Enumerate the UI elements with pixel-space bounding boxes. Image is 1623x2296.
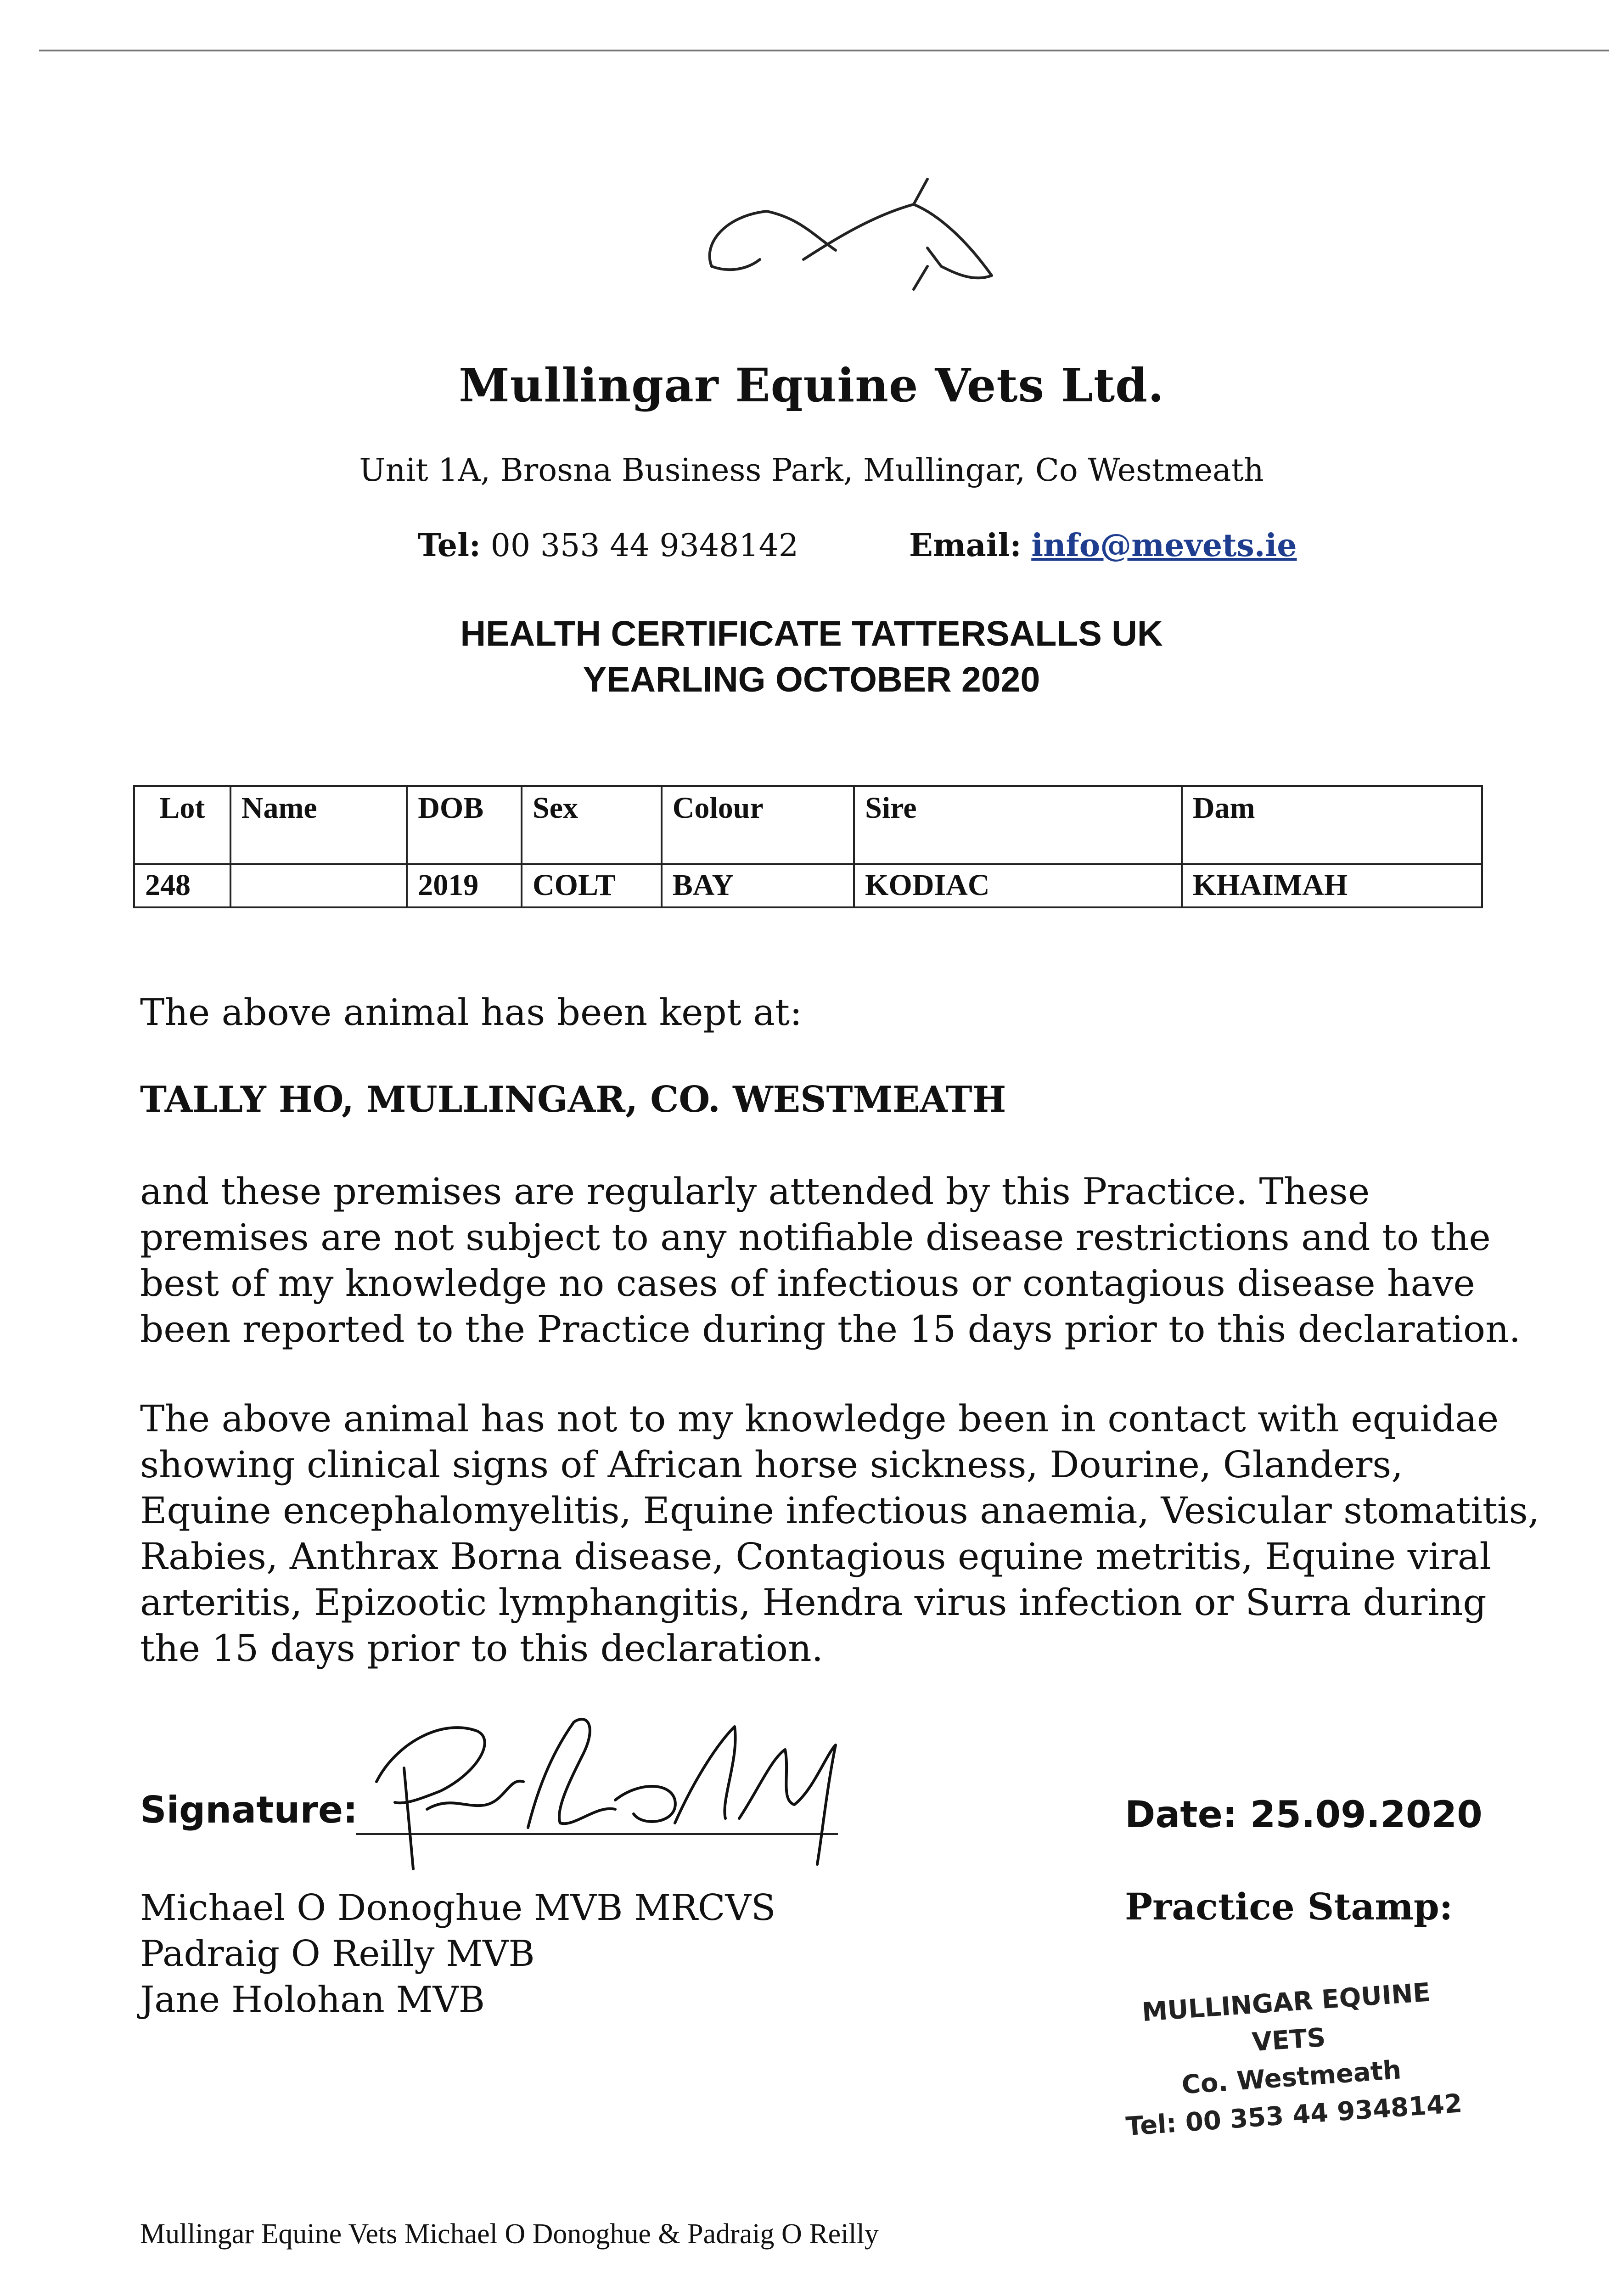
cell-colour: BAY [662, 864, 854, 907]
cell-lot: 248 [134, 864, 230, 907]
cell-dob: 2019 [407, 864, 522, 907]
practice-stamp-label: Practice Stamp: [1125, 1885, 1453, 1928]
top-divider [39, 50, 1609, 51]
header-sire: Sire [854, 786, 1182, 864]
certificate-date: Date: 25.09.2020 [1125, 1793, 1483, 1836]
horse-details-table [133, 785, 1483, 908]
signature-label: Signature: [140, 1789, 358, 1831]
kept-at-intro: The above animal has been kept at: [140, 991, 803, 1034]
header-name: Name [230, 786, 407, 864]
certificate-title [0, 611, 1623, 703]
premises-address: TALLY HO, MULLINGAR, CO. WESTMEATH [140, 1079, 1006, 1120]
company-name: Mullingar Equine Vets Ltd. [459, 358, 1164, 412]
cell-sex: COLT [522, 864, 662, 907]
phone-label: Tel: [418, 527, 481, 564]
vet-name: Jane Holohan MVB [140, 1979, 485, 2020]
company-address: Unit 1A, Brosna Business Park, Mullingar, Co Westmeath [359, 452, 1264, 489]
cell-dam: KHAIMAH [1182, 864, 1482, 907]
company-email [909, 527, 1297, 564]
company-phone [418, 527, 798, 564]
certificate-title-line1: HEALTH CERTIFICATE TATTERSALLS UK [460, 614, 1163, 653]
vets-list [140, 1885, 775, 2023]
stamp-line-3: Tel: 00 353 44 9348142 [1125, 2088, 1463, 2142]
vet-name: Padraig O Reilly MVB [140, 1933, 535, 1975]
phone-number: 00 353 44 9348142 [490, 528, 799, 564]
practice-stamp [1106, 1971, 1474, 2147]
header-colour: Colour [662, 786, 854, 864]
handwritten-signature [358, 1690, 863, 1887]
declaration-paragraph-1: and these premises are regularly attended by this Practice. These premises are not subject to any notifiable disease restrictions and to the best of my knowledge no cases of infectious or contagious disease have been reported to the Practice during the 15 days prior to this declaration. [140, 1170, 1521, 1351]
stamp-line-1: MULLINGAR EQUINE VETS [1141, 1977, 1432, 2058]
horse-head-logo-icon [698, 174, 1010, 312]
cell-sire: KODIAC [854, 864, 1182, 907]
table-header-row [134, 786, 1482, 864]
header-dob: DOB [407, 786, 522, 864]
header-dam: Dam [1182, 786, 1482, 864]
stamp-line-2: Co. Westmeath [1180, 2055, 1402, 2100]
header-lot: Lot [134, 786, 230, 864]
certificate-title-line2: YEARLING OCTOBER 2020 [583, 660, 1040, 699]
vet-name: Michael O Donoghue MVB MRCVS [140, 1887, 776, 1929]
table-row [134, 864, 1482, 907]
email-label: Email: [909, 527, 1022, 564]
footer-text: Mullingar Equine Vets Michael O Donoghue & Padraig O Reilly [140, 2218, 879, 2250]
email-link[interactable]: info@mevets.ie [1031, 527, 1297, 564]
cell-name [230, 864, 407, 907]
declaration-paragraph-2: The above animal has not to my knowledge been in contact with equidae showing clinical signs of African horse sickness, Dourine, Glanders, Equine encephalomyelitis, Equine infectious anaemia, Vesicular stomatitis, Rabies, Anthrax Borna disease, Contagious equine metritis, Equine viral arteritis, Epizootic lymphangitis, Hendra virus infection or Surra during the 15 days prior to this declaration. [140, 1397, 1540, 1670]
header-sex: Sex [522, 786, 662, 864]
